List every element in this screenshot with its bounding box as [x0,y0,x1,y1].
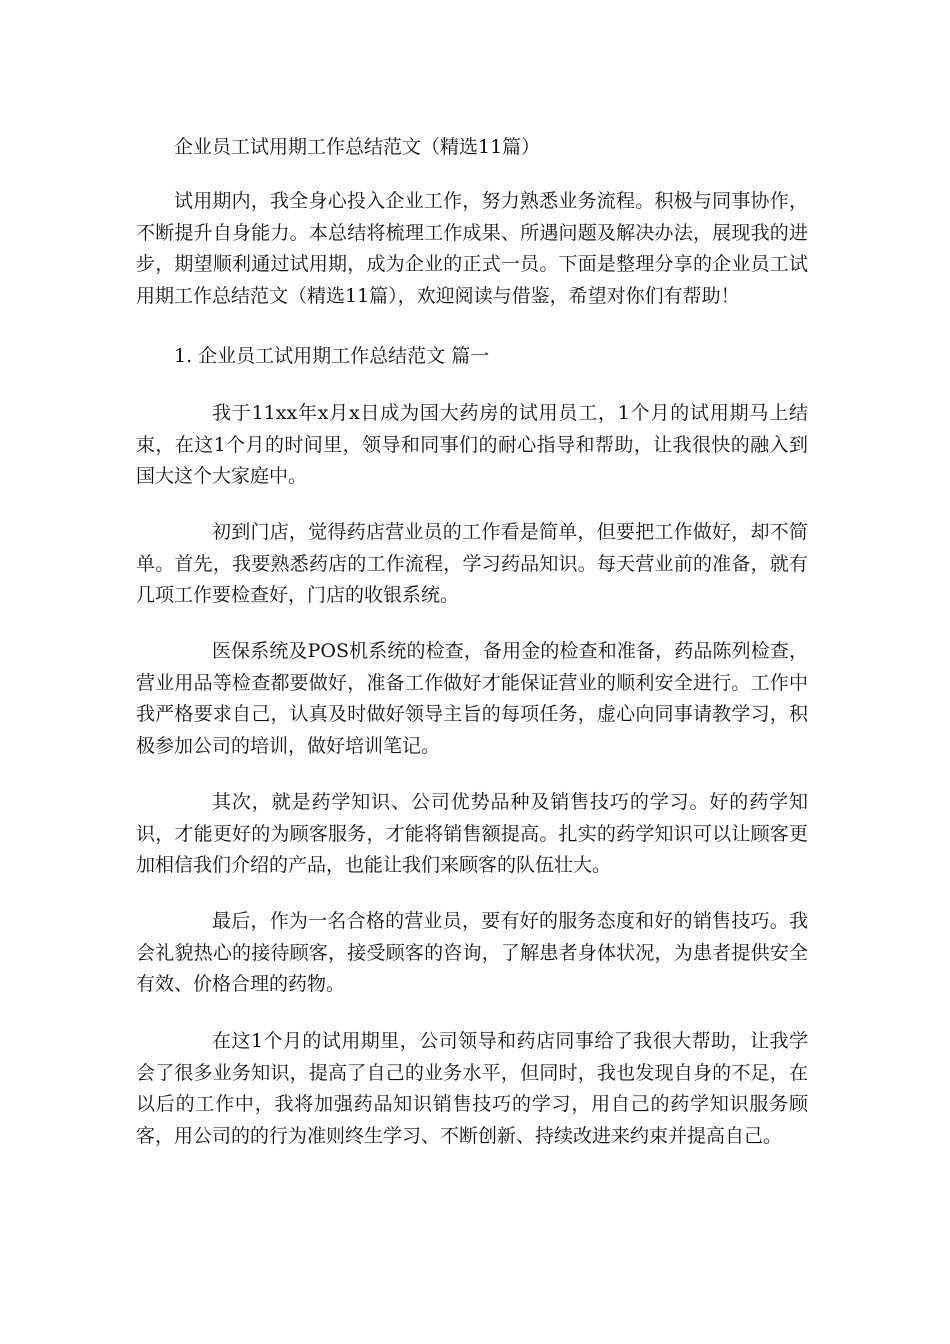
body-paragraph-5: 最后，作为一名合格的营业员，要有好的服务态度和好的销售技巧。我会礼貌热心的接待顾客，接受顾客的咨询，了解患者身体状况，为患者提供安全有效、价格合理的药物。 [136,910,808,995]
section-heading: 1. 企业员工试用期工作总结范文 篇一 [174,345,490,367]
body-paragraph-3: 医保系统及POS机系统的检查，备用金的检查和准备，药品陈列检查，营业用品等检查都要做好，准备工作做好才能保证营业的顺利安全进行。工作中我严格要求自己，认真及时做好领导主旨的每项任务，虚心向同事请教学习，积极参加公司的培训，做好培训笔记。 [136,640,808,757]
body-paragraph-1: 我于11xx年x月x日成为国大药房的试用员工，1个月的试用期马上结束，在这1个月的时间里，领导和同事们的耐心指导和帮助，让我很快的融入到国大这个大家庭中。 [136,402,808,487]
body-paragraph-2: 初到门店，觉得药店营业员的工作看是简单，但要把工作做好，却不简单。首先，我要熟悉药店的工作流程，学习药品知识。每天营业前的准备，就有几项工作要检查好，门店的收银系统。 [136,521,808,606]
body-paragraph-4: 其次，就是药学知识、公司优势品种及销售技巧的学习。好的药学知识，才能更好的为顾客服务，才能将销售额提高。扎实的药学知识可以让顾客更加相信我们介绍的产品，也能让我们来顾客的队伍壮大。 [136,791,808,876]
intro-paragraph: 试用期内，我全身心投入企业工作，努力熟悉业务流程。积极与同事协作，不断提升自身能力。本总结将梳理工作成果、所遇问题及解决办法，展现我的进步，期望顺利通过试用期，成为企业的正式一员。下面是整理分享的企业员工试用期工作总结范文（精选11篇），欢迎阅读与借鉴，希望对你们有帮助！ [136,190,808,307]
document-title: 企业员工试用期工作总结范文（精选11篇） [174,136,541,158]
body-paragraph-6: 在这1个月的试用期里，公司领导和药店同事给了我很大帮助，让我学会了很多业务知识，提高了自己的业务水平，但同时，我也发现自身的不足，在以后的工作中，我将加强药品知识销售技巧的学习，用自己的药学知识服务顾客，用公司的的行为准则终生学习、不断创新、持续改进来约束并提高自己。 [136,1030,808,1147]
